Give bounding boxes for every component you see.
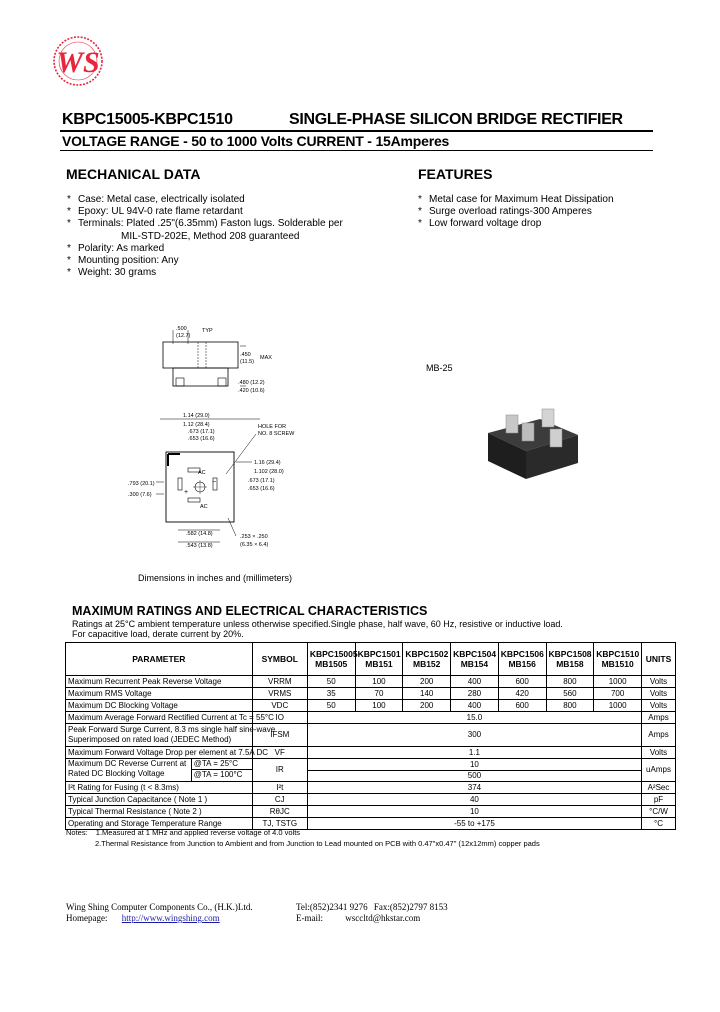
table-row: Typical Thermal Resistance ( Note 2 ) RθJC 10 °C/W <box>66 806 676 818</box>
dim-right-1: 1.16 (29.4) <box>254 460 281 466</box>
mechanical-list <box>67 194 343 279</box>
ratings-note-1: Ratings at 25°C ambient temperature unless otherwise specified.Single phase, half wave, 60 Hz, resistive or inductive load. <box>72 619 563 629</box>
homepage-label: Homepage: <box>66 913 108 923</box>
dimensions-note: Dimensions in inches and (millimeters) <box>138 573 293 583</box>
ac-mark-top: AC <box>198 470 206 476</box>
part-number: KBPC15005-KBPC1510 <box>62 111 233 128</box>
notes-label: Notes: <box>66 828 88 837</box>
dim-width: .500 <box>176 326 187 332</box>
dim-top-3: .673 (17.1) <box>188 429 215 435</box>
list-item: * Metal case for Maximum Heat Dissipation <box>418 194 614 206</box>
dim-left-1: .793 (20.1) <box>128 481 155 487</box>
plus-mark: + <box>184 489 189 496</box>
dim-right-3: .673 (17.1) <box>248 478 275 484</box>
ratings-note-2: For capacitive load, derate current by 20%. <box>72 629 244 639</box>
dim-lug-1: .480 (12.2) <box>238 380 265 386</box>
list-item: * Mounting position: Any <box>67 255 343 267</box>
dim-top-4: .653 (16.6) <box>188 436 215 442</box>
table-header-row <box>66 643 676 676</box>
email-link[interactable]: wsccltd@hkstar.com <box>345 913 421 923</box>
dim-height-mm: (11.5) <box>240 359 254 365</box>
col-model-5: KBPC1506 MB156 <box>498 643 546 676</box>
list-item: * Polarity: As marked <box>67 243 343 255</box>
document-title: SINGLE-PHASE SILICON BRIDGE RECTIFIER <box>289 111 623 128</box>
dim-top-2: 1.12 (28.4) <box>183 422 210 428</box>
dim-right-2: 1.102 (28.0) <box>254 469 284 475</box>
hole-label-1: HOLE FOR <box>258 424 287 430</box>
col-model-2: KBPC1501 MB151 <box>355 643 403 676</box>
voltage-current-range: VOLTAGE RANGE - 50 to 1000 Volts CURRENT - 15Amperes <box>62 133 450 149</box>
col-symbol: SYMBOL <box>252 643 307 676</box>
note-1: 1.Measured at 1 MHz and applied reverse voltage of 4.0 volts <box>95 828 301 837</box>
ws-logo-icon <box>38 30 118 92</box>
list-item: * Low forward voltage drop <box>418 218 614 230</box>
homepage-link[interactable]: http://www.wingshing.com <box>121 913 220 923</box>
mechanical-heading: MECHANICAL DATA <box>66 166 201 182</box>
table-row: Maximum Forward Voltage Drop per element at 7.5A DC VF 1.1 Volts <box>66 747 676 759</box>
dim-typ: TYP <box>202 328 213 334</box>
dim-right-4: .653 (16.6) <box>248 486 275 492</box>
features-heading: FEATURES <box>418 166 493 182</box>
dim-bottom-2: .543 (13.8) <box>186 543 213 549</box>
table-row: Maximum RMS Voltage VRMS 35 70 140 280 420 560 700 Volts <box>66 688 676 700</box>
dim-lug-size-mm: (6.35 × 6.4) <box>240 542 269 548</box>
minus-mark: − <box>212 479 217 486</box>
ratings-table <box>65 642 676 830</box>
dim-max: MAX <box>260 355 272 361</box>
table-row: I²t Rating for Fusing (t < 8.3ms) I²t 374 A²Sec <box>66 782 676 794</box>
email-label: E-mail: <box>296 913 323 923</box>
table-row: Operating and Storage Temperature Range TJ, TSTG -55 to +175 °C <box>66 818 676 830</box>
col-model-7: KBPC1510 MB1510 <box>594 643 642 676</box>
dim-bottom-1: .582 (14.8) <box>186 531 213 537</box>
col-model-3: KBPC1502 MB152 <box>403 643 451 676</box>
table-row: Peak Forward Surge Current, 8.3 ms single half sine-wave Superimposed on rated load (JEDEC Method) IFSM 300 Amps <box>66 724 676 747</box>
list-item: * Weight: 30 grams <box>67 267 343 279</box>
table-row: Maximum Recurrent Peak Reverse Voltage VRRM 50 100 200 400 600 800 1000 Volts <box>66 676 676 688</box>
table-row: Maximum DC Blocking Voltage VDC 50 100 200 400 600 800 1000 Volts <box>66 700 676 712</box>
package-label: MB-25 <box>426 363 453 373</box>
company-name: Wing Shing Computer Components Co., (H.K.)Ltd. <box>66 902 253 912</box>
col-units: UNITS <box>642 643 676 676</box>
table-row: Maximum DC Reverse Current at Rated DC Blocking Voltage @TA = 25°C @TA = 100°C IR 10 500 uAmps <box>66 759 676 782</box>
svg-text:WS: WS <box>56 46 100 79</box>
list-item: * Case: Metal case, electrically isolated <box>67 194 343 206</box>
ac-mark-bottom: AC <box>200 504 208 510</box>
company-logo <box>38 30 118 92</box>
package-photo <box>478 393 588 485</box>
hole-label-2: NO. 8 SCREW <box>258 431 295 437</box>
fax: Fax:(852)2797 8153 <box>373 902 448 912</box>
col-model-4: KBPC1504 MB154 <box>451 643 499 676</box>
range-rule <box>60 150 653 151</box>
col-model-1: KBPC15005 MB1505 <box>307 643 355 676</box>
table-row: Typical Junction Capacitance ( Note 1 ) CJ 40 pF <box>66 794 676 806</box>
telephone: Tel:(852)2341 9276 <box>296 902 368 912</box>
dim-lug-size: .253 × .250 <box>240 534 268 540</box>
dim-width-mm: (12.7) <box>176 333 191 339</box>
package-outline-drawing <box>128 322 318 552</box>
dim-height: .450 <box>240 352 251 358</box>
footer-left <box>66 902 253 924</box>
dim-left-2: .300 (7.6) <box>128 492 152 498</box>
list-item: MIL-STD-202E, Method 208 guaranteed <box>121 230 300 242</box>
dim-lug-2: .420 (10.6) <box>238 388 265 394</box>
table-row: Maximum Average Forward Rectified Current at Tc = 55°C IO 15.0 Amps <box>66 712 676 724</box>
list-item: * Epoxy: UL 94V-0 rate flame retardant <box>67 206 343 218</box>
list-item: * Terminals: Plated .25"(6.35mm) Faston lugs. Solderable per <box>67 218 343 230</box>
col-parameter: PARAMETER <box>66 643 253 676</box>
footer-right <box>296 902 448 924</box>
col-model-6: KBPC1508 MB158 <box>546 643 594 676</box>
ratings-heading: MAXIMUM RATINGS AND ELECTRICAL CHARACTERISTICS <box>72 604 428 618</box>
features-list <box>418 194 614 231</box>
dim-top-1: 1.14 (29.0) <box>183 413 210 419</box>
note-2: 2.Thermal Resistance from Junction to Ambient and from Junction to Lead mounted on PCB with 0.47"x0.47" (12x12mm) copper pads <box>95 839 540 848</box>
table-notes <box>66 827 540 849</box>
ratings-note <box>72 619 563 639</box>
list-item: * Surge overload ratings-300 Amperes <box>418 206 614 218</box>
header-rule <box>60 130 653 132</box>
